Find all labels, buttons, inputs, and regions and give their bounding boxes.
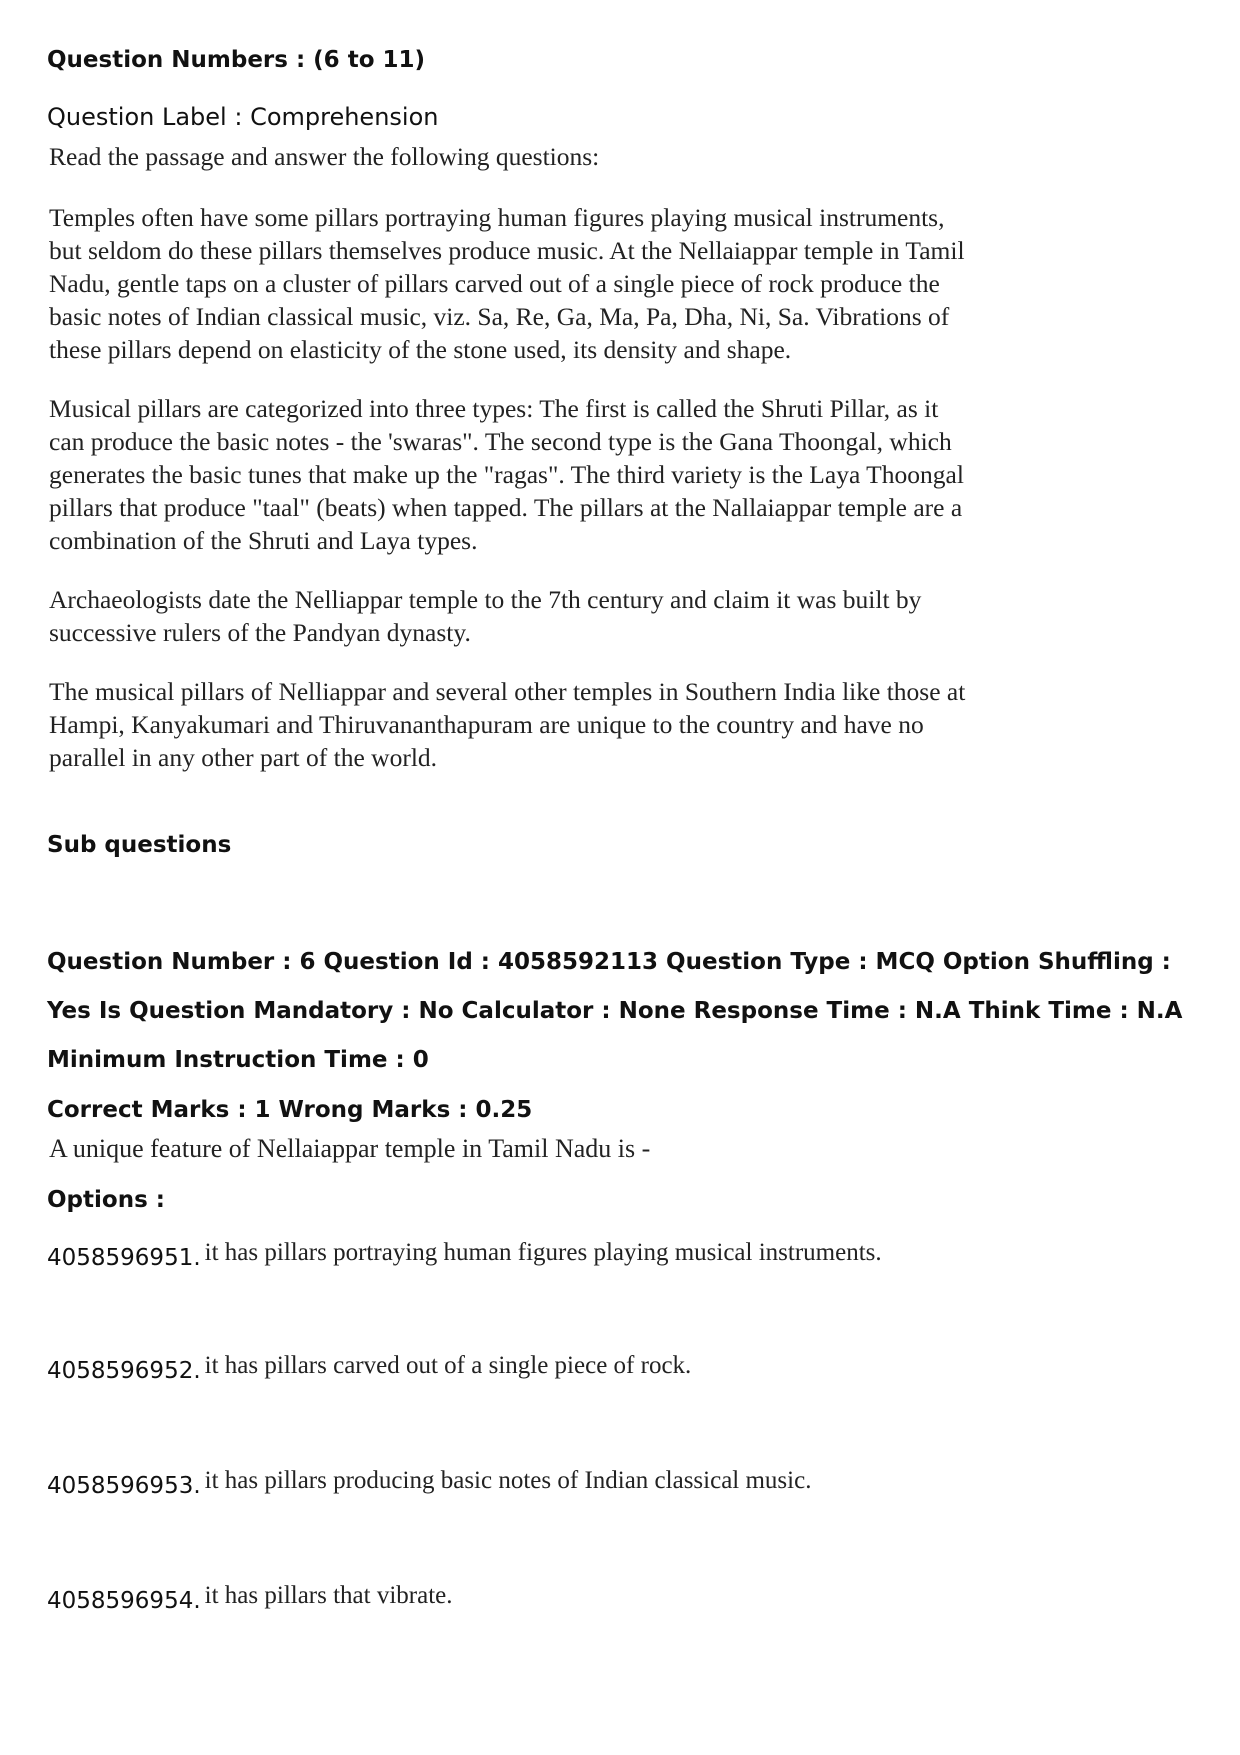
- question-numbers: Question Numbers : (6 to 11): [47, 47, 426, 73]
- option-text: it has pillars that vibrate.: [204, 1582, 453, 1609]
- comprehension-passage: [49, 140, 969, 800]
- passage-paragraph: Archaeologists date the Nelliappar temple to the 7th century and claim it was built by successive rulers of the Pandyan dynasty.: [49, 585, 922, 647]
- passage-paragraph: Temples often have some pillars portraying human figures playing musical instruments, but seldom do these pillars themselves produce music. At the Nellaiappar temple in Tamil Nadu, gentle taps on a cluster of pillars carved out of a single piece of rock produce the basic notes of Indian classical music, viz. Sa, Re, Ga, Ma, Pa, Dha, Ni, Sa. Vibrations of these pillars depend on elasticity of the stone used, its density and shape.: [49, 203, 965, 364]
- option-id: 4058596952.: [47, 1358, 201, 1384]
- passage-instruction: Read the passage and answer the following questions:: [49, 142, 600, 171]
- option-id: 4058596951.: [47, 1245, 201, 1271]
- option-4[interactable]: [47, 1582, 453, 1615]
- option-id: 4058596954.: [47, 1588, 201, 1614]
- sub-questions-heading: Sub questions: [47, 832, 232, 858]
- question-metadata: Question Number : 6 Question Id : 4058592113 Question Type : MCQ Option Shuffling : Yes Is Question Mandatory : No Calculator : None Response Time : N.A Think Time : N.A Minimum Instruction Time : 0: [47, 949, 1183, 1073]
- option-text: it has pillars carved out of a single piece of rock.: [204, 1352, 692, 1379]
- question-label: Question Label : Comprehension: [47, 103, 439, 131]
- question-stem: A unique feature of Nellaiappar temple in Tamil Nadu is -: [49, 1134, 651, 1163]
- option-3[interactable]: [47, 1467, 812, 1500]
- option-text: it has pillars portraying human figures playing musical instruments.: [204, 1239, 882, 1266]
- options-heading: Options :: [47, 1187, 165, 1213]
- option-id: 4058596953.: [47, 1473, 201, 1499]
- option-text: it has pillars producing basic notes of Indian classical music.: [204, 1467, 812, 1494]
- passage-paragraph: Musical pillars are categorized into three types: The first is called the Shruti Pillar, as it can produce the basic notes - the 'swaras". The second type is the Gana Thoongal, which generates the basic tunes that make up the "ragas". The third variety is the Laya Thoongal pillars that produce "taal" (beats) when tapped. The pillars at the Nallaiappar temple are a combination of the Shruti and Laya types.: [49, 394, 964, 555]
- passage-paragraph: The musical pillars of Nelliappar and several other temples in Southern India like those at Hampi, Kanyakumari and Thiruvananthapuram are unique to the country and have no parallel in any other part of the world.: [49, 677, 966, 772]
- question-marks: Correct Marks : 1 Wrong Marks : 0.25: [47, 1097, 533, 1123]
- option-1[interactable]: [47, 1239, 882, 1272]
- option-2[interactable]: [47, 1352, 692, 1385]
